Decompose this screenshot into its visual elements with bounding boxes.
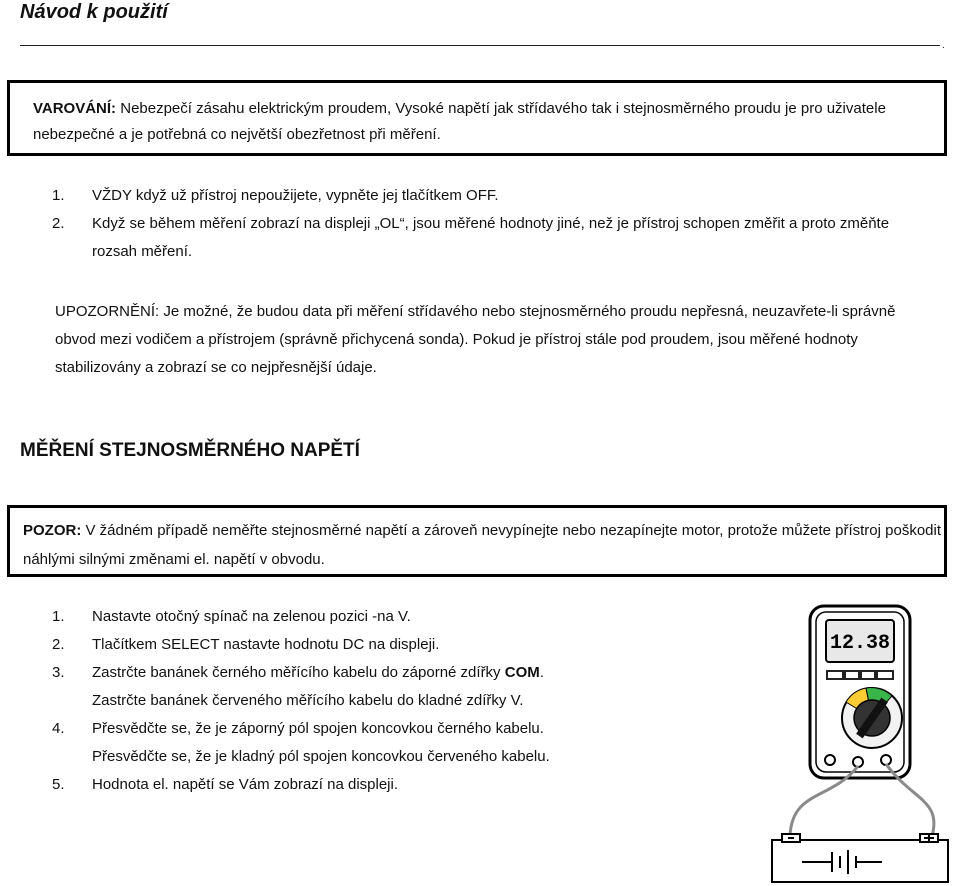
list-item-number: 3. [52, 664, 65, 681]
list-item-number: 1. [52, 608, 65, 625]
safety-list [52, 182, 912, 266]
warning-label: VAROVÁNÍ: [33, 100, 117, 117]
jack-a [825, 755, 835, 765]
list-item-number: 4. [52, 720, 65, 737]
list-item-text: Tlačítkem SELECT nastavte hodnotu DC na displeji. [92, 636, 440, 653]
list-item-text-end: . [539, 664, 544, 681]
list-item [52, 603, 752, 631]
list-item [52, 659, 752, 715]
list-item-number: 2. [52, 636, 65, 653]
list-item [52, 771, 752, 799]
list-item [52, 182, 912, 210]
warning-text: Nebezpečí zásahu elektrickým proudem, Vysoké napětí jak střídavého tak i stejnosměrného proudu je pro uživatele nebezpečné a je potřebná co největší obezřetnost při měření. [33, 100, 886, 143]
list-item [52, 210, 912, 266]
list-item-text: Když se během měření zobrazí na displeji „OL“, jsou měřené hodnoty jiné, než je přístroj schopen změřit a proto změňte rozsah měření. [92, 215, 890, 260]
multimeter-battery-illustration [762, 600, 958, 884]
list-item-number: 5. [52, 776, 65, 793]
steps-list [52, 603, 752, 799]
title-divider [20, 45, 940, 46]
section-heading: MĚŘENÍ STEJNOSMĚRNÉHO NAPĚTÍ [20, 440, 360, 461]
list-item-text: VŽDY když už přístroj nepoužijete, vypněte jej tlačítkem OFF. [92, 187, 499, 204]
list-item-text: Hodnota el. napětí se Vám zobrazí na displeji. [92, 776, 399, 793]
note-paragraph: UPOZORNĚNÍ: Je možné, že budou data při měření střídavého nebo stejnosměrného proudu nepřesná, neuzavřete-li správně obvod mezi vodičem a přístrojem (správně přichycená sonda). Pokud je přístroj stále pod proudem, jsou měřené hodnoty stabilizovány a zobrazí se co nejpřesnější údaje. [55, 303, 896, 376]
battery [772, 834, 948, 882]
list-item-text-line2: Zastrčte banánek červeného měřícího kabelu do kladné zdířky V. [92, 692, 524, 709]
warning-box [7, 80, 947, 156]
com-jack-label: COM [504, 664, 540, 681]
caution-label: POZOR: [23, 522, 82, 539]
jack-v [881, 755, 891, 765]
caution-text: V žádném případě neměřte stejnosměrné napětí a zároveň nevypínejte nebo nezapínejte motor, protože můžete přístroj poškodit náhlými silnými změnami el. napětí v obvodu. [23, 522, 942, 568]
caution-box [7, 505, 947, 577]
list-item-number: 2. [52, 215, 65, 232]
jack-com [853, 757, 863, 767]
list-item-text: Přesvědčte se, že je záporný pól spojen koncovkou černého kabelu. [92, 720, 544, 737]
title-divider-mark: . [942, 40, 945, 51]
multimeter [810, 606, 910, 778]
red-test-lead [886, 764, 934, 836]
list-item-text: Zastrčte banánek černého měřícího kabelu do záporné zdířky [92, 664, 505, 681]
display-reading: 12.38 [829, 632, 891, 655]
page-title: Návod k použití [20, 1, 168, 23]
list-item-text-line2: Přesvědčte se, že je kladný pól spojen koncovkou červeného kabelu. [92, 748, 550, 765]
list-item [52, 715, 752, 771]
list-item-text: Nastavte otočný spínač na zelenou pozici -na V. [92, 608, 411, 625]
list-item [52, 631, 752, 659]
list-item-number: 1. [52, 187, 65, 204]
